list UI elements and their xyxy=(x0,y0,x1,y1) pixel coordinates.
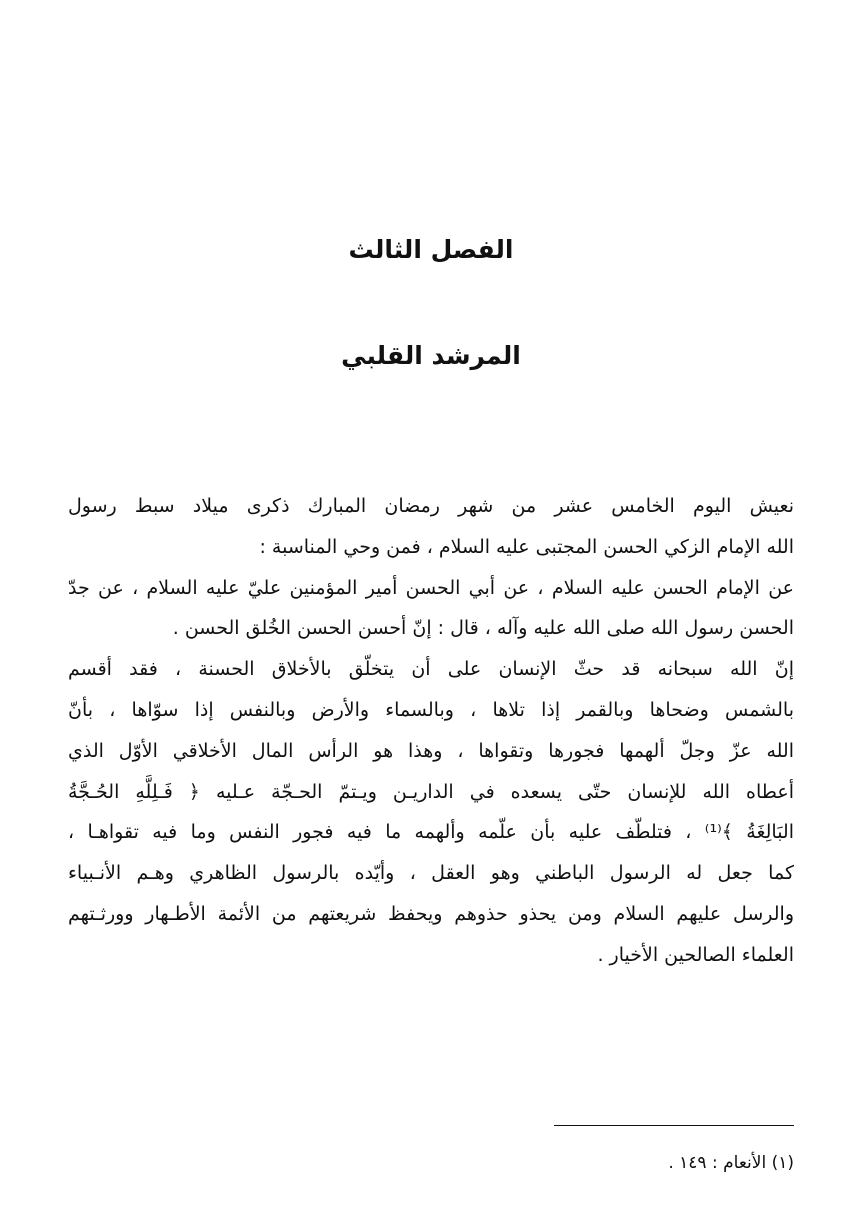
text-line: بالشمس وضحاها وبالقمر إذا تلاها ، وبالسماء والأرض وبالنفس إذا سوّاها ، بأنّ xyxy=(68,698,794,721)
footnote: (١) الأنعام : ١٤٩ . xyxy=(668,1153,794,1173)
text-line: إنّ الله سبحانه قد حثّ الإنسان على أن يتخلّق بالأخلاق الحسنة ، فقد أقسم xyxy=(68,658,794,681)
text-line: والرسل عليهم السلام ومن يحذو حذوهم ويحفظ شريعتهم من الأئمة الأطـهار وورثـتهم xyxy=(68,902,794,925)
text-line: الله الإمام الزكي الحسن المجتبى عليه السلام ، فمن وحي المناسبة : xyxy=(259,535,794,558)
text-line: العلماء الصالحين الأخيار . xyxy=(597,943,794,966)
chapter-title: الفصل الثالث xyxy=(348,235,514,264)
text-line: كما جعل له الرسول الباطني وهو العقل ، وأيّده بالرسول الظاهري وهـم الأنـبياء xyxy=(68,862,794,885)
text-line: الحسن رسول الله صلى الله عليه وآله ، قال : إنّ أحسن الحسن الخُلق الحسن . xyxy=(172,617,794,640)
text-line: نعيش اليوم الخامس عشر من شهر رمضان المبارك ذكرى ميلاد سبط رسول xyxy=(68,495,794,517)
text-line: عن الإمام الحسن عليه السلام ، عن أبي الحسن أمير المؤمنين عليّ عليه السلام ، عن جدّ xyxy=(68,576,794,599)
text-line: البَالِغَةُ ﴾⁽¹⁾ ، فتلطّف عليه بأن علّمه وألهمه ما فيه فجور النفس وما فيه تقواهـا ، xyxy=(68,821,794,844)
footnote-divider xyxy=(554,1125,794,1126)
text-line: الله عزّ وجلّ ألهمها فجورها وتقواها ، وهذا هو الرأس المال الأخلاقي الأوّل الذي xyxy=(68,739,794,762)
section-title: المرشد القلبي xyxy=(341,341,521,370)
text-line: أعطاه الله للإنسان حتّى يسعده في الداريـن ويـتمّ الحـجّة عـليه ﴿ فَـلِلَّهِ الحُـجَّةُ xyxy=(68,780,794,803)
body-text xyxy=(68,486,794,976)
